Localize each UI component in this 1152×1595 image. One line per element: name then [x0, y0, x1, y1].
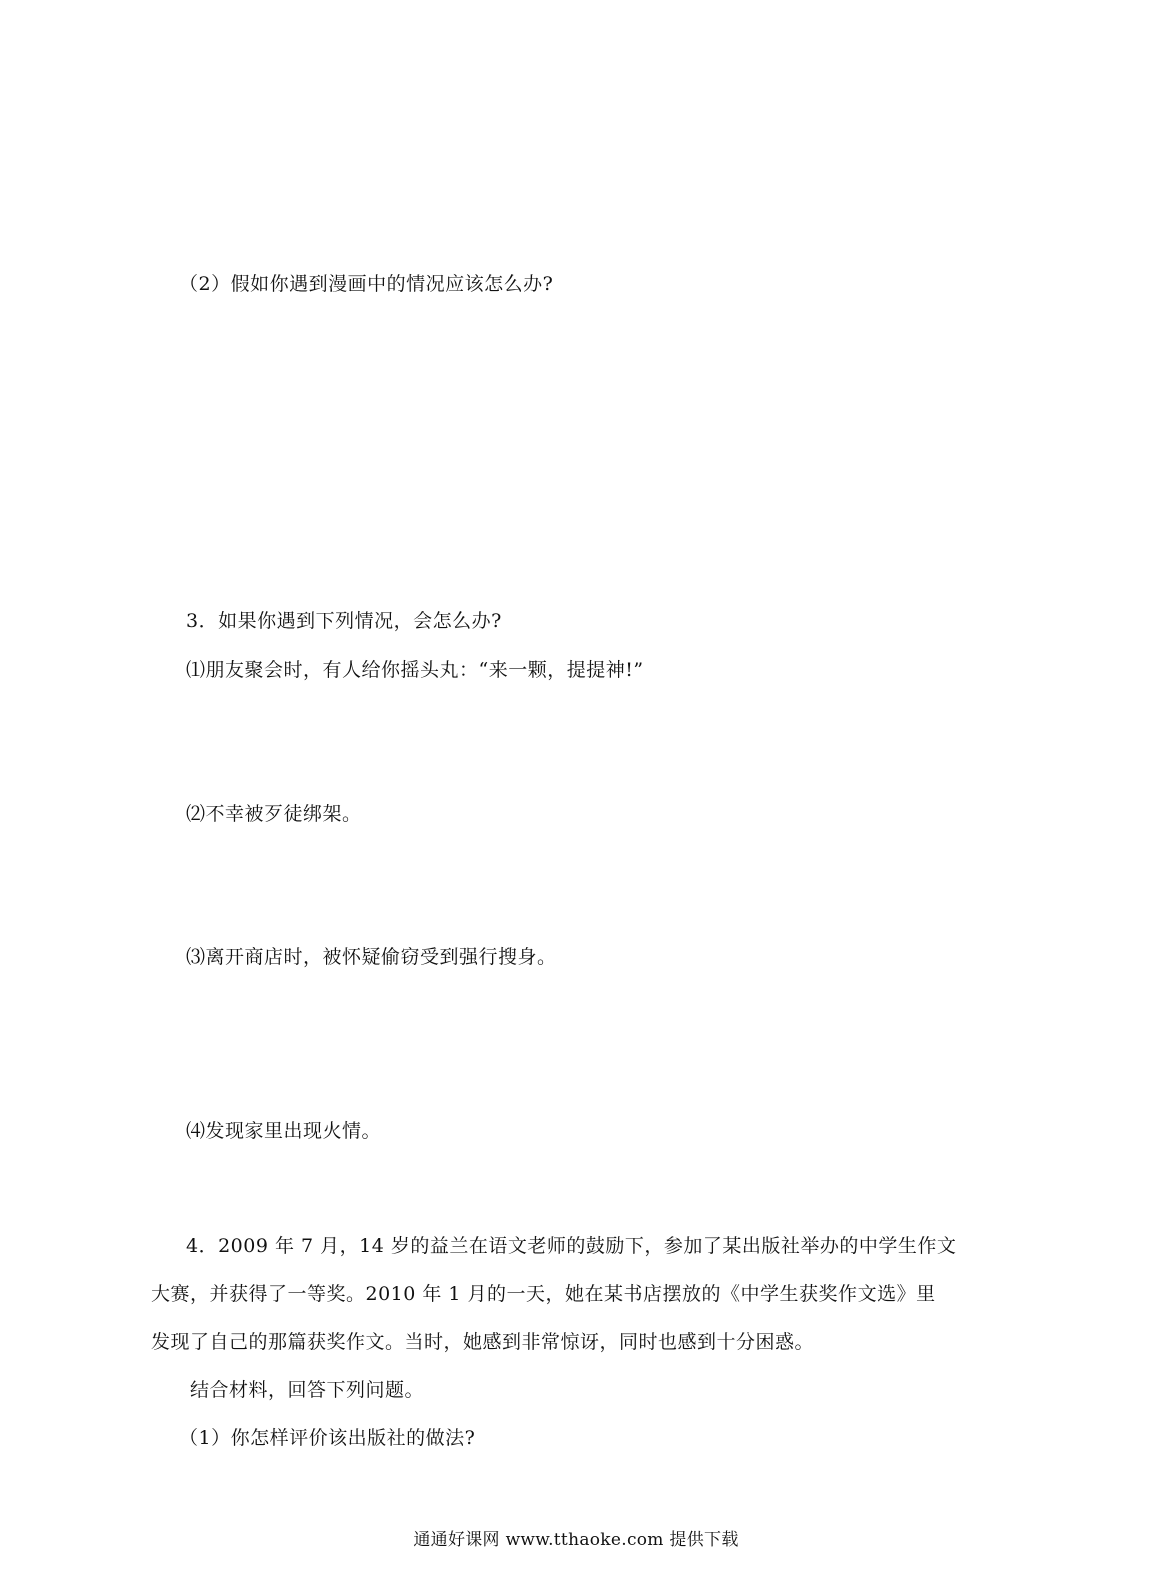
question-3-item-1: ⑴朋友聚会时，有人给你摇头丸：“来一颗，提提神!” — [186, 659, 644, 681]
question-3-item-3: ⑶离开商店时，被怀疑偷窃受到强行搜身。 — [186, 946, 557, 968]
question-3-item-2: ⑵不幸被歹徒绑架。 — [186, 803, 362, 825]
question-3-item-4: ⑷发现家里出现火情。 — [186, 1120, 382, 1142]
question-4-paragraph-line-1: 4．2009 年 7 月，14 岁的益兰在语文老师的鼓励下，参加了某出版社举办的中学生作文 — [186, 1235, 957, 1257]
question-4-part-1: （1）你怎样评价该出版社的做法? — [179, 1427, 476, 1449]
question-4-prompt: 结合材料，回答下列问题。 — [190, 1379, 425, 1401]
question-2-part-2: （2）假如你遇到漫画中的情况应该怎么办? — [179, 273, 554, 295]
question-4-paragraph-line-2: 大赛，并获得了一等奖。2010 年 1 月的一天，她在某书店摆放的《中学生获奖作文选》里 — [151, 1283, 936, 1305]
question-4-paragraph-line-3: 发现了自己的那篇获奖作文。当时，她感到非常惊讶，同时也感到十分困惑。 — [151, 1331, 815, 1353]
page-footer: 通通好课网 www.tthaoke.com 提供下载 — [413, 1530, 739, 1550]
question-3-stem: 3．如果你遇到下列情况，会怎么办? — [186, 610, 502, 632]
